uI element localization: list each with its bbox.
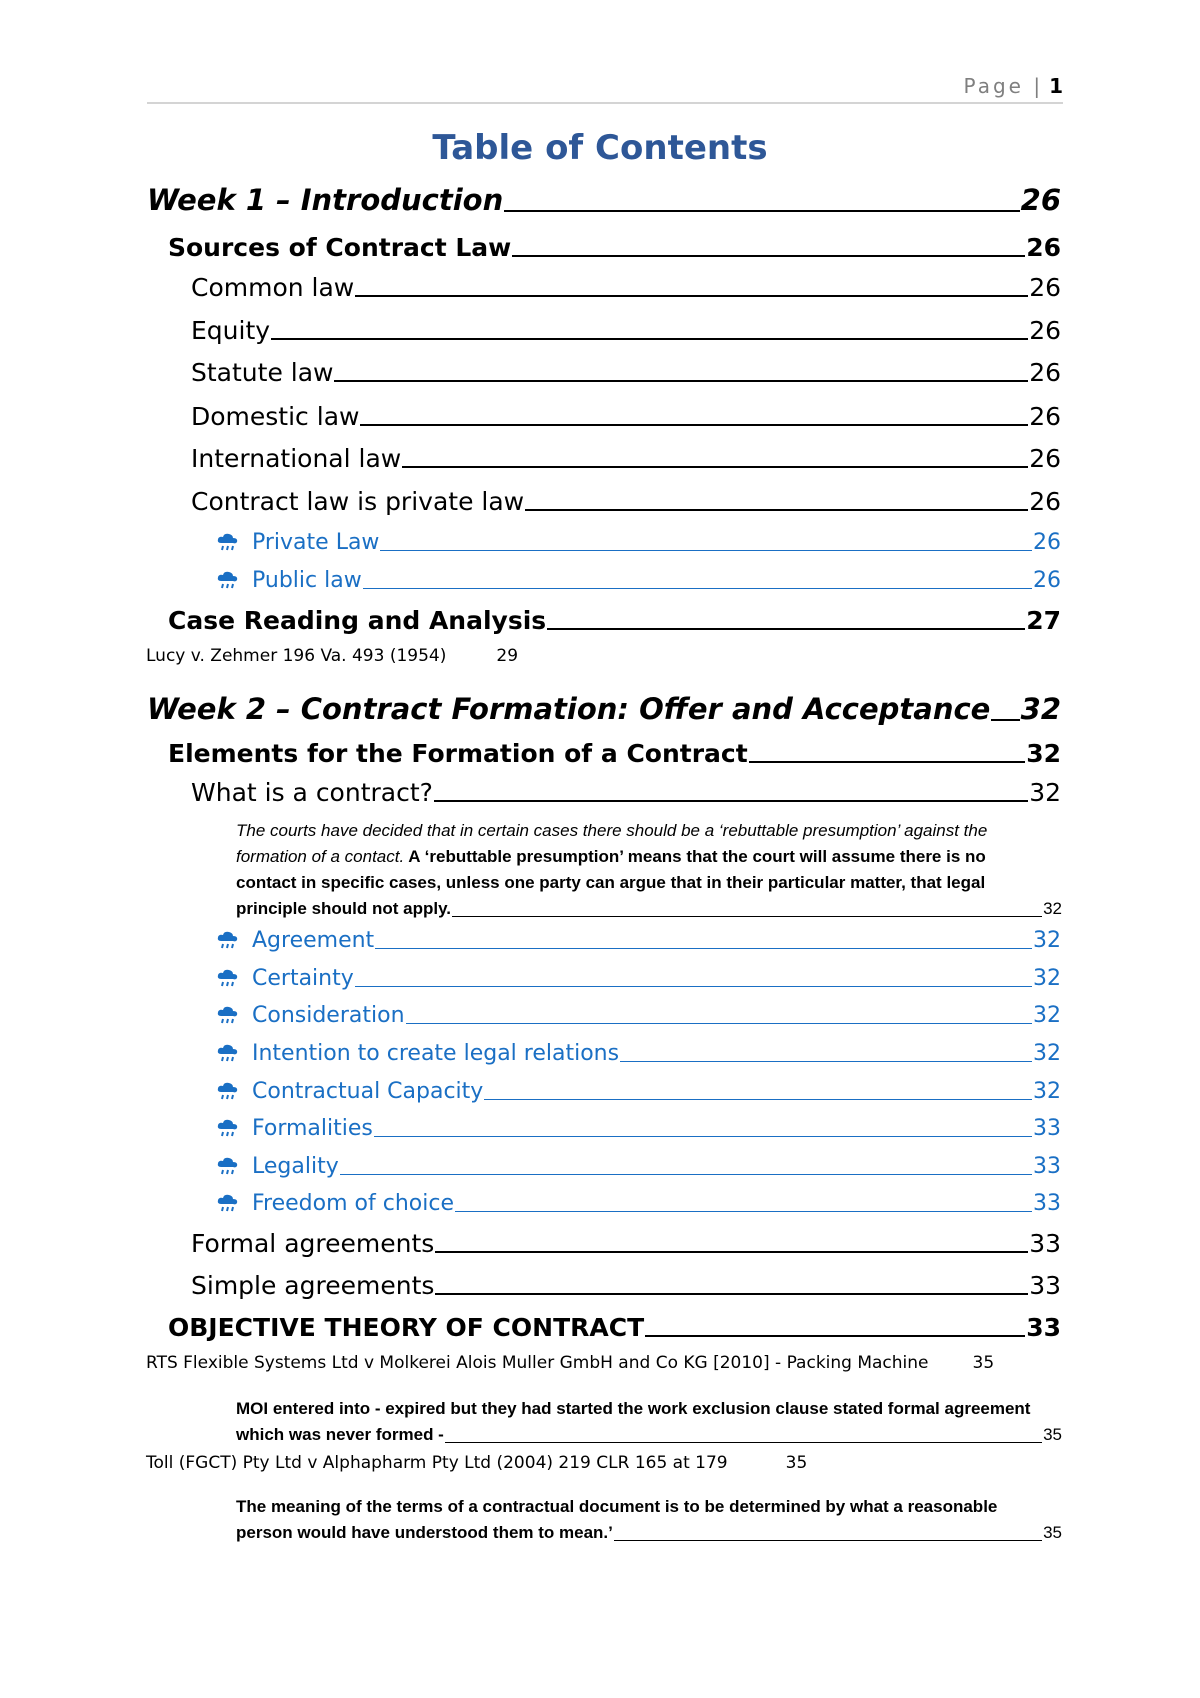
rain-cloud-icon <box>216 1194 246 1216</box>
toc-entry-freedom-of-choice[interactable]: Freedom of choice 33 <box>216 1191 1061 1216</box>
rain-cloud-icon <box>216 1119 246 1141</box>
toc-entry-rebuttable-presumption[interactable]: The courts have decided that in certain cases there should be a ‘rebuttable presumption’ against the formation of a contact. A ‘rebuttable presumption’ means that the court will assume there is no contact in specific cases, unless one party can argue that in their particular matter, that legal principle should not apply. 32 <box>236 821 1062 918</box>
toc-entry-domestic-law[interactable]: Domestic law 26 <box>191 402 1061 431</box>
toc-entry-private-law[interactable]: Private Law 26 <box>216 530 1061 555</box>
toc-entry-public-law[interactable]: Public law 26 <box>216 568 1061 593</box>
toc-entry-international-law[interactable]: International law 26 <box>191 444 1061 473</box>
rain-cloud-icon <box>216 571 246 593</box>
toc-entry-consideration[interactable]: Consideration 32 <box>216 1003 1061 1028</box>
toc-entry-what-is-a-contract[interactable]: What is a contract? 32 <box>191 778 1061 807</box>
toc-entry-formalities[interactable]: Formalities 33 <box>216 1116 1061 1141</box>
toc-entry-statute-law[interactable]: Statute law 26 <box>191 358 1061 387</box>
toc-entry-objective-theory[interactable]: OBJECTIVE THEORY OF CONTRACT 33 <box>168 1313 1061 1342</box>
toc-entry-case-reading[interactable]: Case Reading and Analysis 27 <box>168 606 1061 635</box>
toc-entry-certainty[interactable]: Certainty 32 <box>216 966 1061 991</box>
toc-entry-rts-flexible[interactable]: RTS Flexible Systems Ltd v Molkerei Alois Muller GmbH and Co KG [2010] - Packing Machine 35 <box>146 1353 995 1373</box>
rain-cloud-icon <box>216 1082 246 1104</box>
rain-cloud-icon <box>216 1044 246 1066</box>
rain-cloud-icon <box>216 533 246 555</box>
rain-cloud-icon <box>216 969 246 991</box>
toc-entry-legality[interactable]: Legality 33 <box>216 1154 1061 1179</box>
toc-entry-common-law[interactable]: Common law 26 <box>191 273 1061 302</box>
toc-entry-moi[interactable]: MOI entered into - expired but they had started the work exclusion clause stated formal agreement which was never formed - 35 <box>236 1399 1062 1444</box>
rain-cloud-icon <box>216 1157 246 1179</box>
toc-entry-sources[interactable]: Sources of Contract Law 26 <box>168 233 1061 262</box>
rain-cloud-icon <box>216 1006 246 1028</box>
toc-entry-meaning-of-terms[interactable]: The meaning of the terms of a contractual document is to be determined by what a reasonable person would have understood them to mean.’ 35 <box>236 1497 1062 1542</box>
page-label: Page <box>963 74 1024 98</box>
toc-entry-simple-agreements[interactable]: Simple agreements 33 <box>191 1271 1061 1300</box>
toc-entry-agreement[interactable]: Agreement 32 <box>216 928 1061 953</box>
rain-cloud-icon <box>216 931 246 953</box>
toc-entry-lucy-v-zehmer[interactable]: Lucy v. Zehmer 196 Va. 493 (1954) 29 <box>146 646 519 666</box>
page-header <box>147 72 1063 104</box>
toc-entry-intention[interactable]: Intention to create legal relations 32 <box>216 1041 1061 1066</box>
toc-entry-week1[interactable]: Week 1 – Introduction 26 <box>147 183 1061 217</box>
page-indicator: Page | 1 <box>963 74 1063 98</box>
page-number: 1 <box>1049 74 1063 98</box>
toc-entry-equity[interactable]: Equity 26 <box>191 316 1061 345</box>
toc-title: Table of Contents <box>432 128 768 168</box>
toc-entry-elements[interactable]: Elements for the Formation of a Contract 32 <box>168 739 1061 768</box>
toc-entry-capacity[interactable]: Contractual Capacity 32 <box>216 1079 1061 1104</box>
toc-entry-formal-agreements[interactable]: Formal agreements 33 <box>191 1229 1061 1258</box>
toc-entry-private-law-heading[interactable]: Contract law is private law 26 <box>191 487 1061 516</box>
toc-entry-week2[interactable]: Week 2 – Contract Formation: Offer and Acceptance 32 <box>147 692 1061 726</box>
toc-entry-toll-v-alphapharm[interactable]: Toll (FGCT) Pty Ltd v Alphapharm Pty Ltd (2004) 219 CLR 165 at 179 35 <box>146 1453 808 1473</box>
